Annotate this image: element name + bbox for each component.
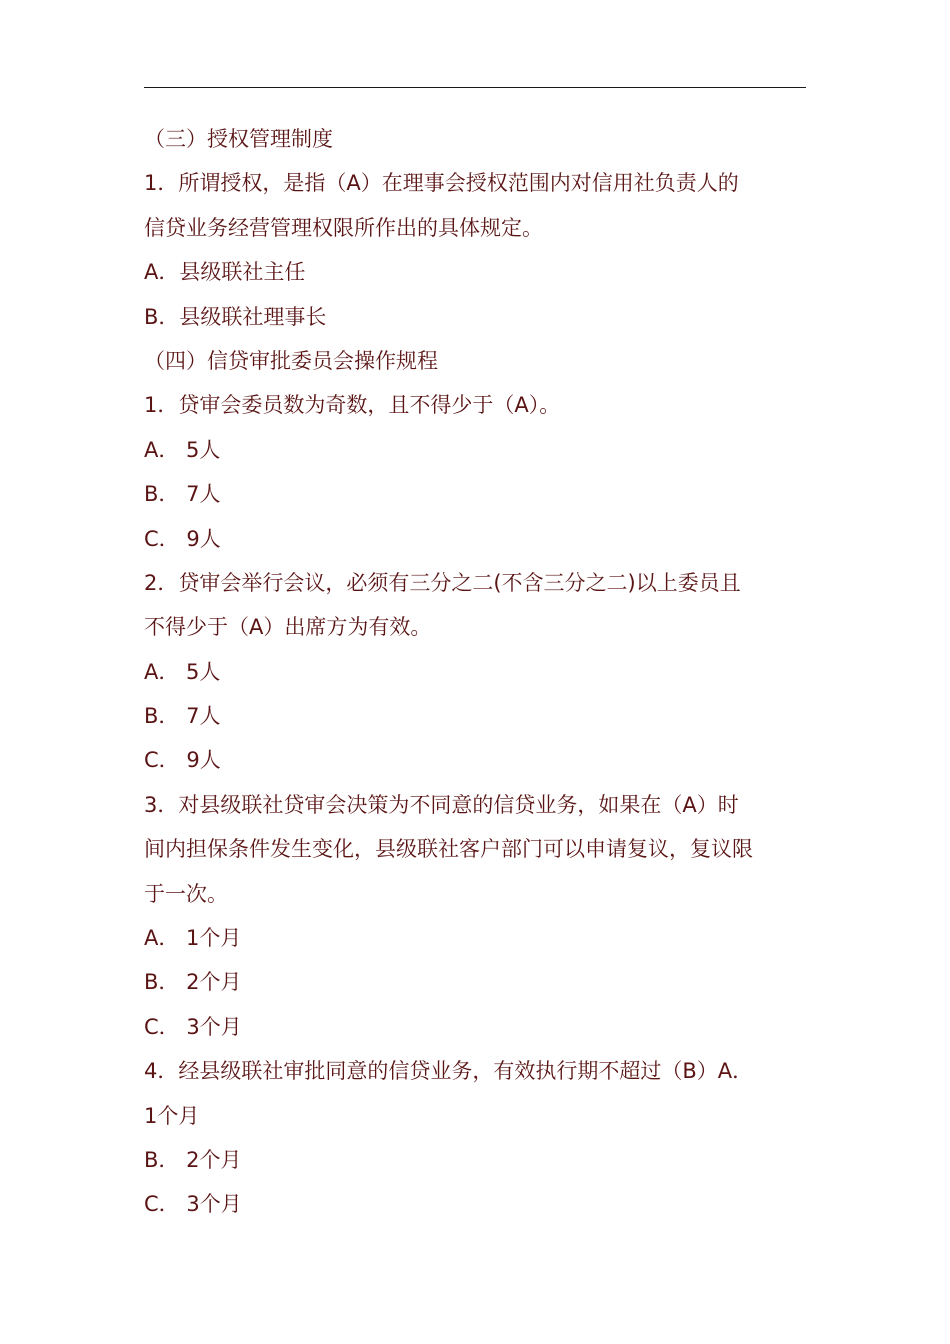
answer-option: B．县级联社理事长 xyxy=(144,304,327,329)
answer-option: B． 7人 xyxy=(144,482,221,507)
header-rule xyxy=(144,87,806,88)
question-text: 3．对县级联社贷审会决策为不同意的信贷业务，如果在（A）时 xyxy=(144,792,739,817)
answer-option: C． 9人 xyxy=(144,748,221,773)
question-text: 4．经县级联社审批同意的信贷业务，有效执行期不超过（B）A． xyxy=(144,1059,754,1084)
answer-option: A． 5人 xyxy=(144,659,221,684)
answer-option: B． 2个月 xyxy=(144,1147,242,1172)
question-text: 信贷业务经营管理权限所作出的具体规定。 xyxy=(144,215,543,240)
answer-option: B． 7人 xyxy=(144,704,221,729)
answer-option: A．县级联社主任 xyxy=(144,260,306,285)
section-heading-authorization: （三）授权管理制度 xyxy=(144,127,333,151)
question-text: 间内担保条件发生变化，县级联社客户部门可以申请复议，复议限 xyxy=(144,837,753,862)
question-text: 于一次。 xyxy=(144,881,228,906)
answer-option: 1个月 xyxy=(144,1103,200,1128)
answer-option: B． 2个月 xyxy=(144,970,242,995)
question-text: 不得少于（A）出席方为有效。 xyxy=(144,615,432,640)
question-text: 1．所谓授权，是指（A）在理事会授权范围内对信用社负责人的 xyxy=(144,171,739,196)
answer-option: C． 3个月 xyxy=(144,1014,242,1039)
answer-option: A． 1个月 xyxy=(144,926,242,951)
question-text: 2．贷审会举行会议，必须有三分之二(不含三分之二)以上委员且 xyxy=(144,570,741,595)
answer-option: C． 3个月 xyxy=(144,1192,242,1217)
answer-option: C． 9人 xyxy=(144,526,221,551)
question-text: 1．贷审会委员数为奇数，且不得少于（A）。 xyxy=(144,393,561,418)
document-body xyxy=(144,117,824,1227)
answer-option: A． 5人 xyxy=(144,437,221,462)
section-heading-credit-committee: （四）信贷审批委员会操作规程 xyxy=(144,348,438,373)
